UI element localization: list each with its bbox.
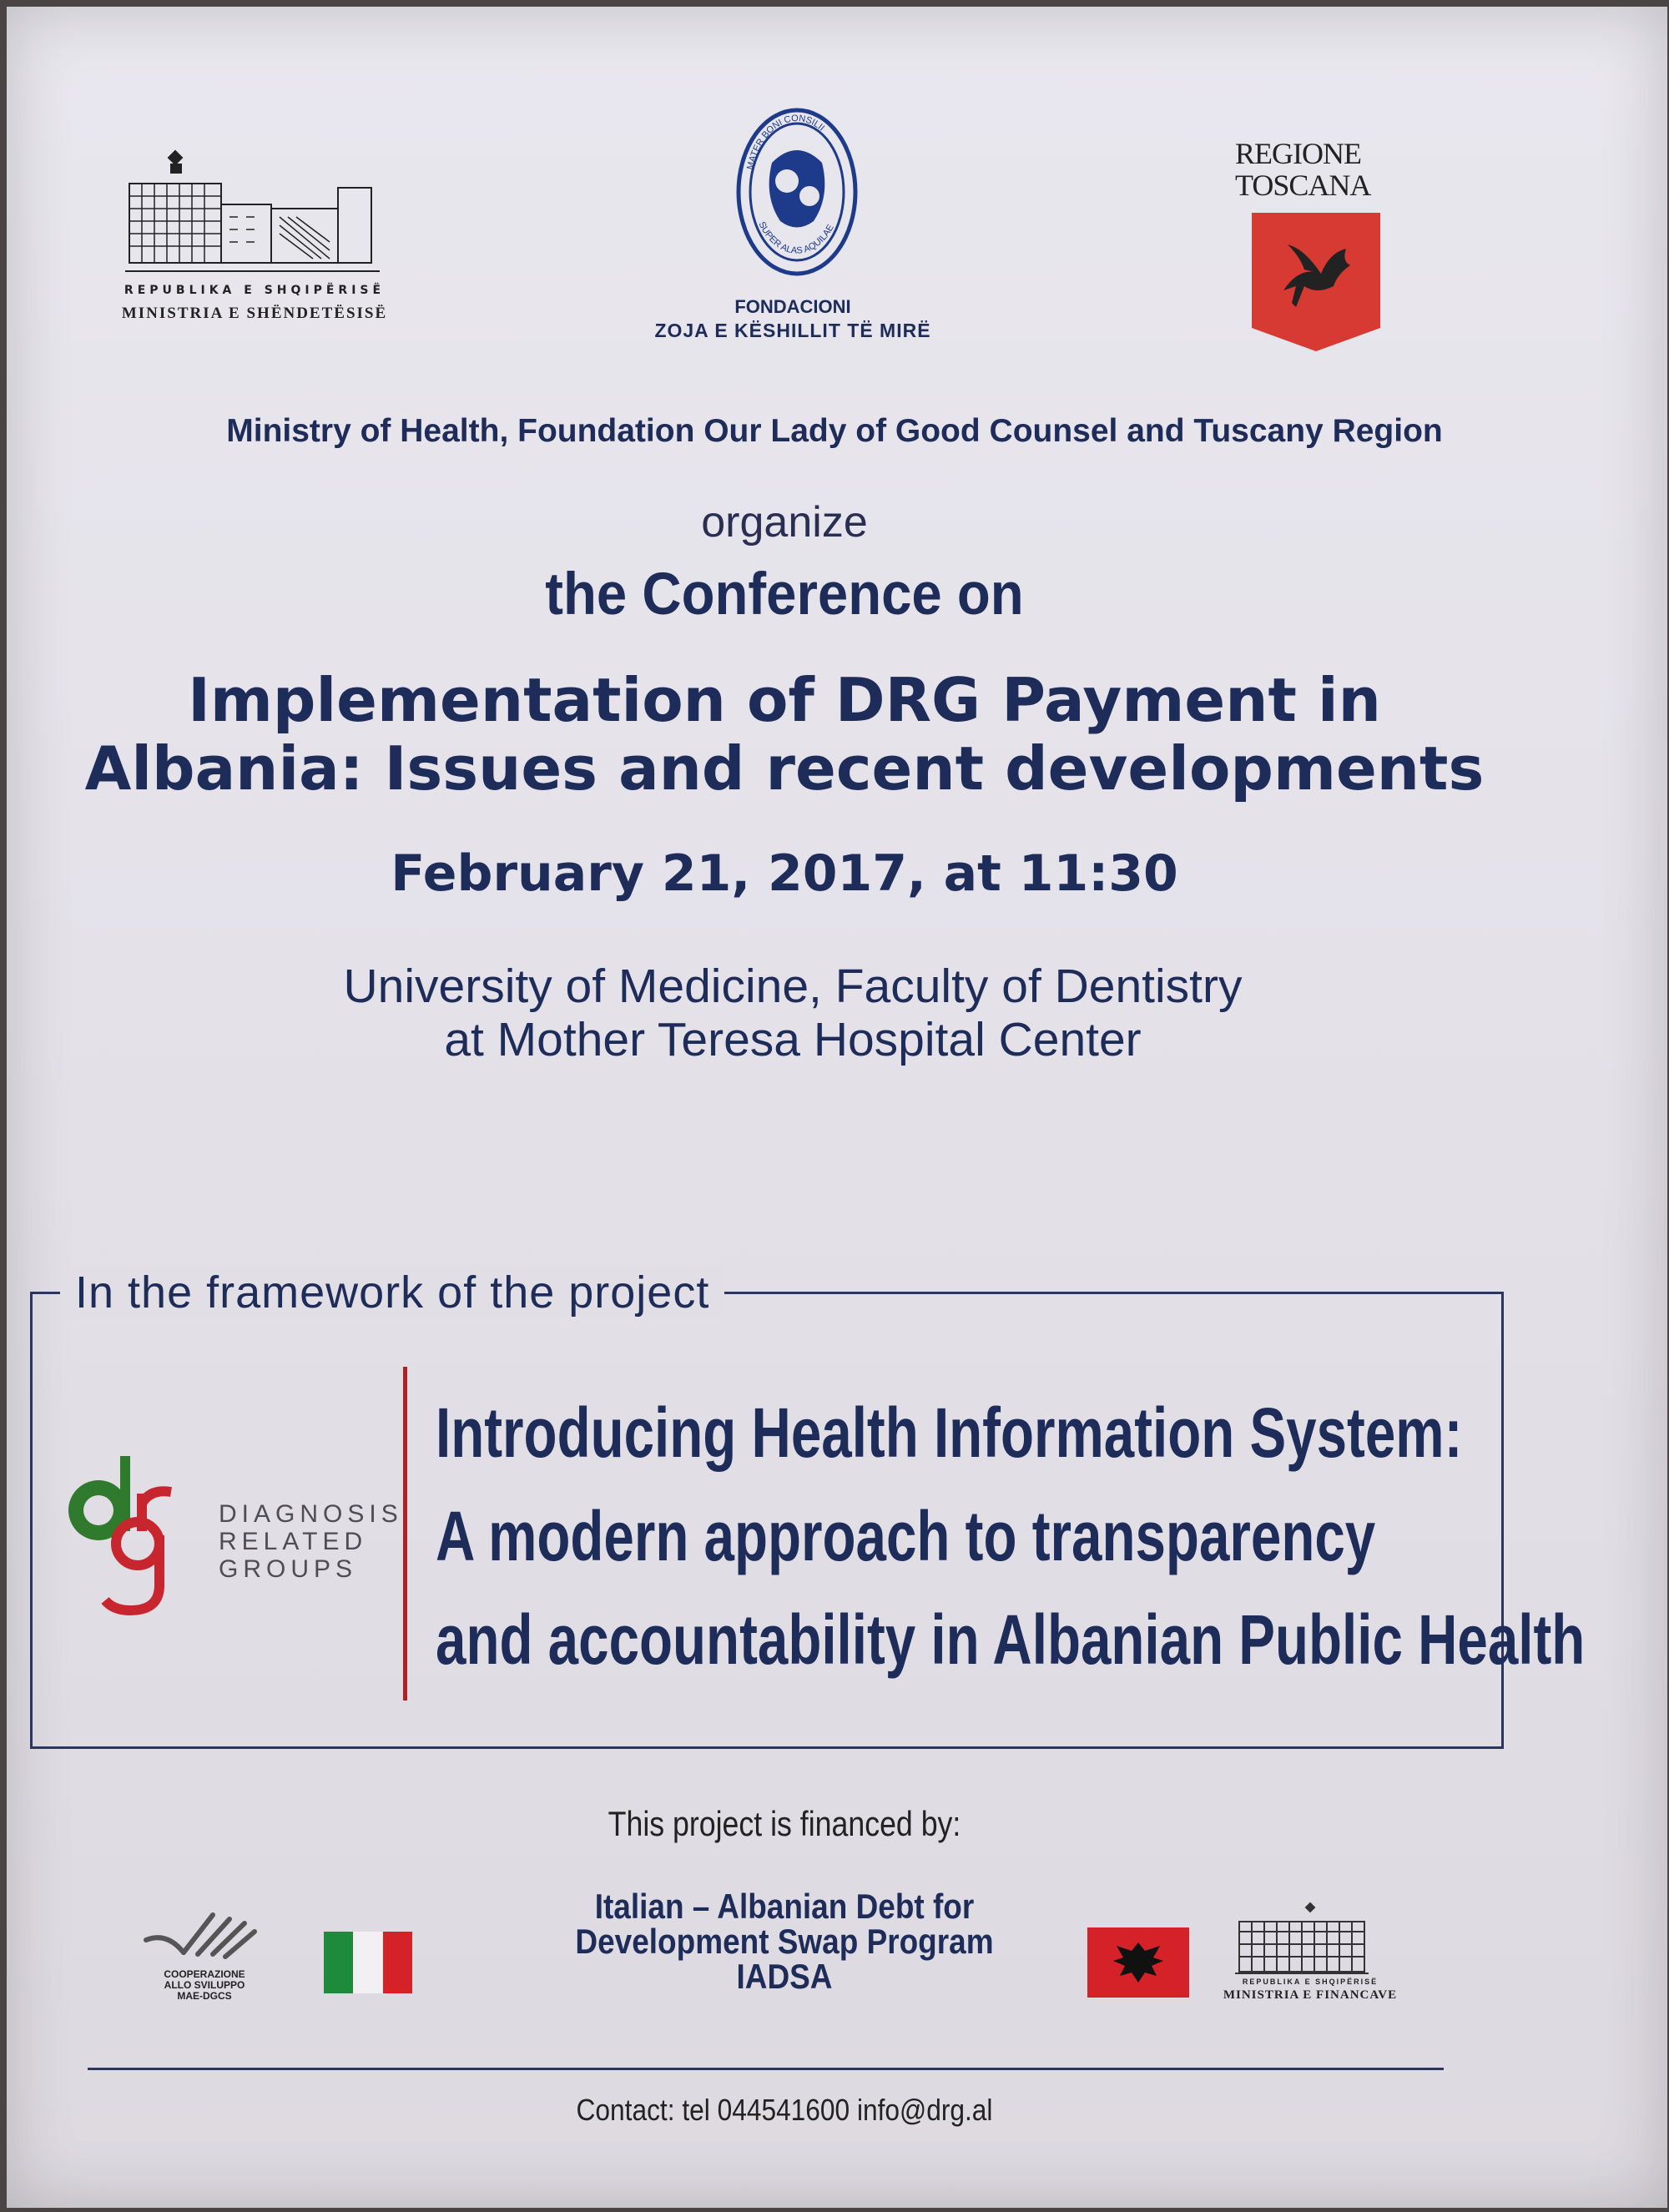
footer-rule xyxy=(88,2068,1444,2070)
drg-mark-icon xyxy=(58,1452,200,1619)
conference-intro: the Conference on xyxy=(545,562,1024,627)
drg-caption-1: DIAGNOSIS xyxy=(219,1500,403,1528)
venue-line-2: at Mother Teresa Hospital Center xyxy=(444,1013,1142,1066)
framework-label: In the framework of the project xyxy=(60,1267,724,1318)
program-name xyxy=(564,1889,1005,1994)
drg-logo xyxy=(58,1452,200,1619)
program-line-2: Development Swap Program xyxy=(575,1922,994,1961)
organize-text: organize xyxy=(701,498,868,547)
venue-line-1: University of Medicine, Faculty of Dentistry xyxy=(343,960,1243,1013)
project-line-2: A modern approach to transparency xyxy=(436,1497,1376,1575)
seal-bottom-text: SUPER ALAS AQUILAE xyxy=(756,219,836,256)
financed-by: This project is financed by: xyxy=(608,1804,961,1843)
drg-caption-3: GROUPS xyxy=(219,1555,358,1583)
drg-caption-2: RELATED xyxy=(219,1528,368,1555)
foundation-line2: ZOJA E KËSHILLIT TË MIRË xyxy=(654,320,931,341)
program-line-1: Italian – Albanian Debt for xyxy=(594,1887,975,1926)
coop-line-1: COOPERAZIONE xyxy=(164,1968,245,1980)
cooperation-logo xyxy=(138,1902,271,2011)
albania-flag xyxy=(1087,1927,1189,1998)
republic-label: REPUBLIKA E SHQIPËRISË xyxy=(124,284,386,297)
ministry-health-label: MINISTRIA E SHËNDETËSISË xyxy=(121,305,388,322)
project-line-1: Introducing Health Information System: xyxy=(436,1393,1463,1472)
foundation-line1: FONDACIONI xyxy=(734,296,851,317)
title-line-1: Implementation of DRG Payment in xyxy=(188,665,1381,735)
conference-title xyxy=(0,666,1569,803)
regione-label: REGIONE xyxy=(1235,137,1361,170)
finance-building-icon xyxy=(1202,1898,1419,1978)
coop-line-3: MAE-DGCS xyxy=(177,1990,232,2002)
coop-line-2: ALLO SVILUPPO xyxy=(164,1979,245,1991)
building-icon xyxy=(79,146,430,280)
ministry-health-logo xyxy=(79,146,430,338)
toscana-label: TOSCANA xyxy=(1235,169,1371,202)
organizers-line: Ministry of Health, Foundation Our Lady of Good Counsel and Tuscany Region xyxy=(226,413,1443,449)
project-title xyxy=(436,1381,1586,1691)
seal-top-text: MATER BONI CONSILII xyxy=(745,113,827,171)
title-line-2: Albania: Issues and recent developments xyxy=(84,733,1485,804)
finance-ministry-logo xyxy=(1202,1898,1419,2007)
finance-ministry-label: MINISTRIA E FINANCAVE xyxy=(1223,1988,1398,2002)
regione-toscana-logo xyxy=(1235,138,1402,355)
contact-line: Contact: tel 044541600 info@drg.al xyxy=(576,2093,993,2127)
cooperation-hand-icon xyxy=(138,1902,271,1969)
finance-republic-label: REPUBLIKA E SHQIPËRISË xyxy=(1242,1978,1379,1986)
foundation-seal-icon xyxy=(618,104,968,292)
project-line-3: and accountability in Albanian Public Health xyxy=(436,1600,1586,1679)
drg-caption xyxy=(219,1500,403,1583)
tuscany-shield-icon xyxy=(1250,211,1384,353)
venue xyxy=(0,960,1586,1066)
program-line-3: IADSA xyxy=(736,1957,833,1996)
double-eagle-icon xyxy=(1087,1927,1189,1998)
foundation-logo xyxy=(618,104,968,346)
italy-flag xyxy=(324,1932,412,1993)
divider-line xyxy=(403,1367,407,1701)
conference-date: February 21, 2017, at 11:30 xyxy=(391,844,1178,903)
